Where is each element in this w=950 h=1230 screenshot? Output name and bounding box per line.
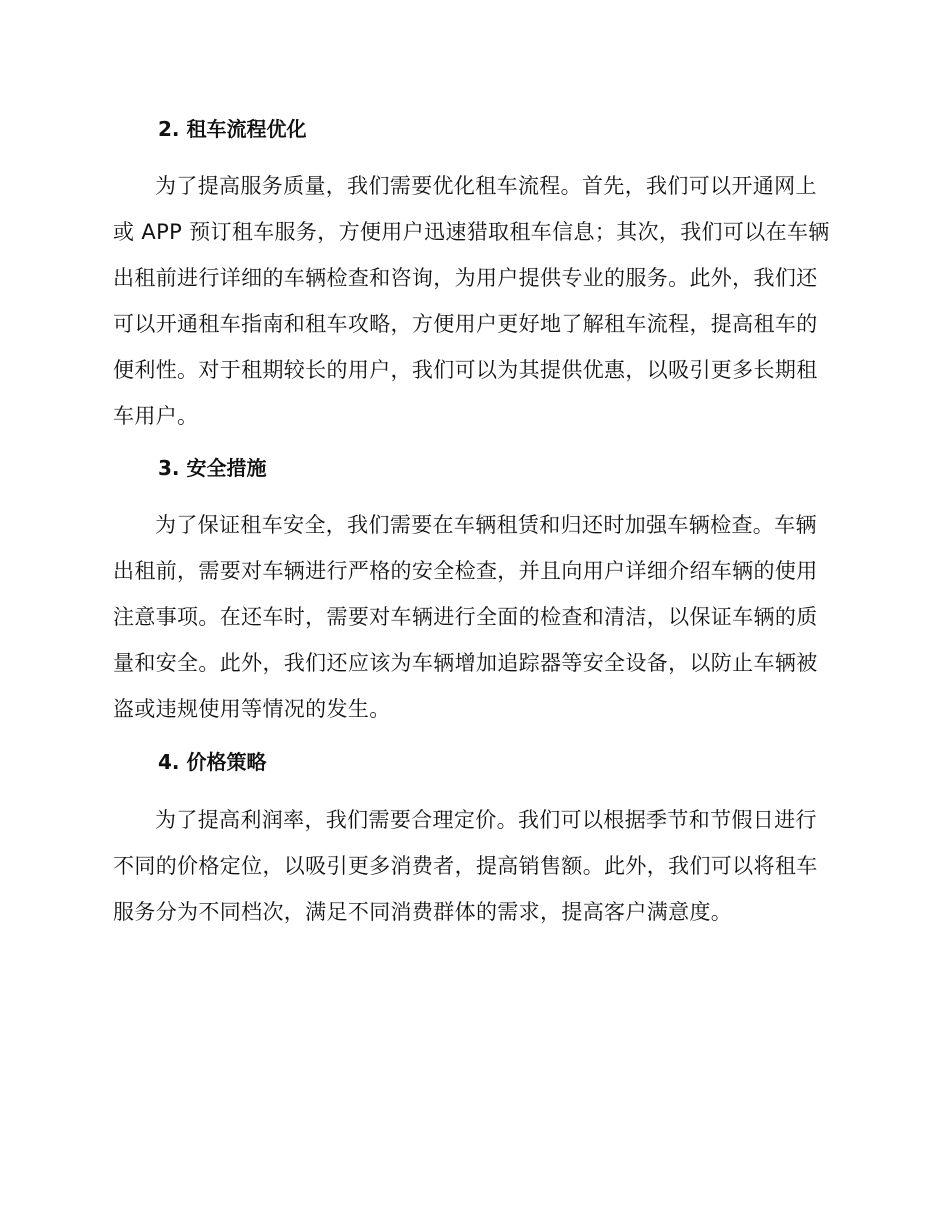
paragraph-line: 出租前，需要对车辆进行严格的安全检查，并且向用户详细介绍车辆的使用 bbox=[113, 559, 818, 583]
section-heading-4: 4. 价格策略 bbox=[158, 750, 267, 774]
paragraph-line: 服务分为不同档次，满足不同消费群体的需求，提高客户满意度。 bbox=[113, 900, 733, 924]
paragraph-line: 为了提高服务质量，我们需要优化租车流程。首先，我们可以开通网上 bbox=[155, 174, 817, 198]
paragraph-line: 为了保证租车安全，我们需要在车辆租赁和归还时加强车辆检查。车辆 bbox=[155, 513, 817, 537]
section-heading-2: 2. 租车流程优化 bbox=[158, 117, 307, 141]
section-paragraph-3 bbox=[113, 502, 841, 732]
paragraph-line: 量和安全。此外，我们还应该为车辆增加追踪器等安全设备，以防止车辆被 bbox=[113, 651, 818, 675]
paragraph-line: 为了提高利润率，我们需要合理定价。我们可以根据季节和节假日进行 bbox=[155, 808, 817, 832]
paragraph-line: 盗或违规使用等情况的发生。 bbox=[113, 697, 391, 721]
paragraph-line: 车用户。 bbox=[113, 404, 199, 428]
paragraph-line: 或 APP 预订租车服务，方便用户迅速猎取租车信息；其次，我们可以在车辆 bbox=[113, 220, 830, 244]
section-heading-3: 3. 安全措施 bbox=[158, 456, 267, 480]
section-paragraph-4 bbox=[113, 797, 841, 935]
paragraph-line: 可以开通租车指南和租车攻略，方便用户更好地了解租车流程，提高租车的 bbox=[113, 312, 818, 336]
paragraph-line: 便利性。对于租期较长的用户，我们可以为其提供优惠，以吸引更多长期租 bbox=[113, 358, 818, 382]
paragraph-line: 出租前进行详细的车辆检查和咨询，为用户提供专业的服务。此外，我们还 bbox=[113, 266, 818, 290]
paragraph-line: 注意事项。在还车时，需要对车辆进行全面的检查和清洁，以保证车辆的质 bbox=[113, 605, 818, 629]
section-paragraph-2 bbox=[113, 163, 841, 439]
paragraph-line: 不同的价格定位，以吸引更多消费者，提高销售额。此外，我们可以将租车 bbox=[113, 854, 818, 878]
